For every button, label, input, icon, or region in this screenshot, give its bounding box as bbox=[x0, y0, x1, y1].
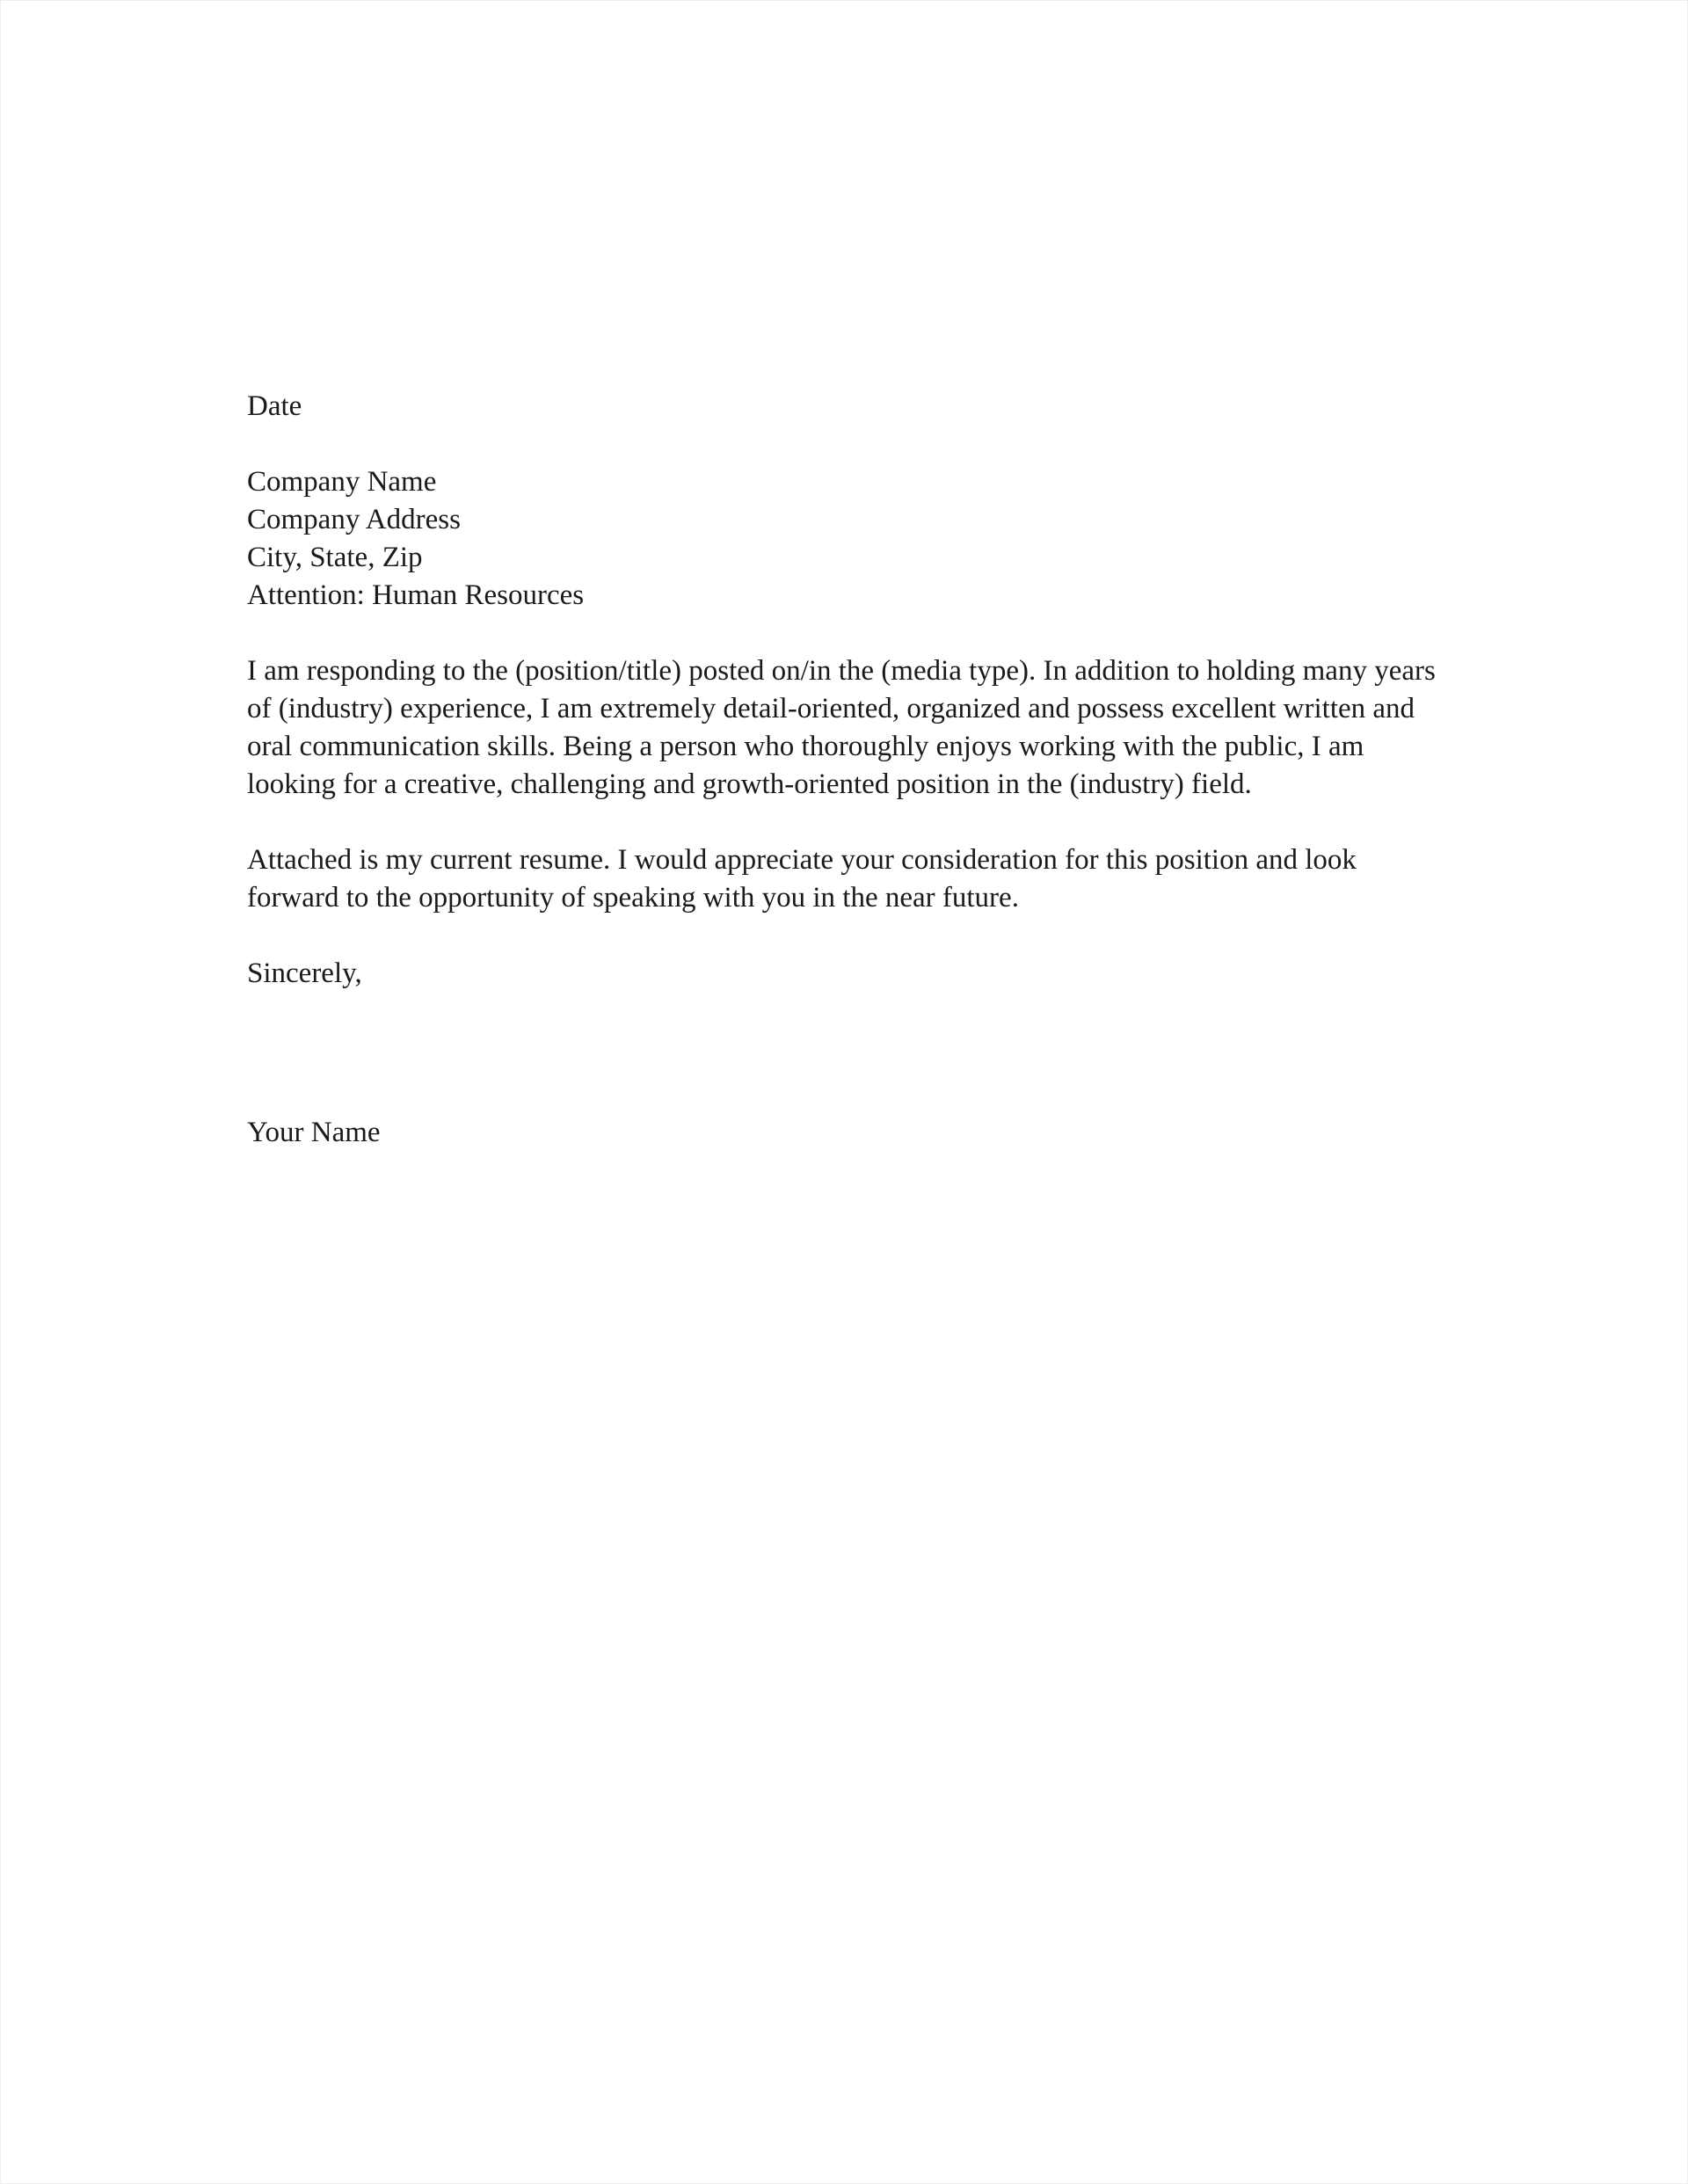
date-line: Date bbox=[247, 390, 302, 422]
letter-body bbox=[247, 388, 1452, 1190]
recipient-city-state-zip: City, State, Zip bbox=[247, 542, 423, 573]
body-paragraph-2: Attached is my current resume. I would appreciate your consideration for this position and look forward to the opportunity of speaking with you in the near future. bbox=[247, 844, 1357, 914]
recipient-company-address: Company Address bbox=[247, 504, 461, 535]
closing-line: Sincerely, bbox=[247, 957, 362, 989]
body-paragraph-1: I am responding to the (position/title) posted on/in the (media type). In addition to holding many years of (industry) experience, I am extremely detail-oriented, organized and possess excellent written and oral communication skills. Being a person who thoroughly enjoys working with the public, I am looking for a creative, challenging and growth-oriented position in the (industry) field. bbox=[247, 655, 1436, 800]
signature-name: Your Name bbox=[247, 1117, 381, 1148]
closing-block bbox=[247, 955, 1452, 993]
date-block bbox=[247, 388, 1452, 426]
recipient-company-name: Company Name bbox=[247, 466, 437, 498]
signature-block bbox=[247, 1114, 1452, 1152]
body-paragraph-2-block bbox=[247, 841, 1452, 917]
body-paragraph-1-block bbox=[247, 652, 1452, 804]
recipient-block bbox=[247, 463, 1452, 615]
recipient-attention-line: Attention: Human Resources bbox=[247, 579, 585, 611]
